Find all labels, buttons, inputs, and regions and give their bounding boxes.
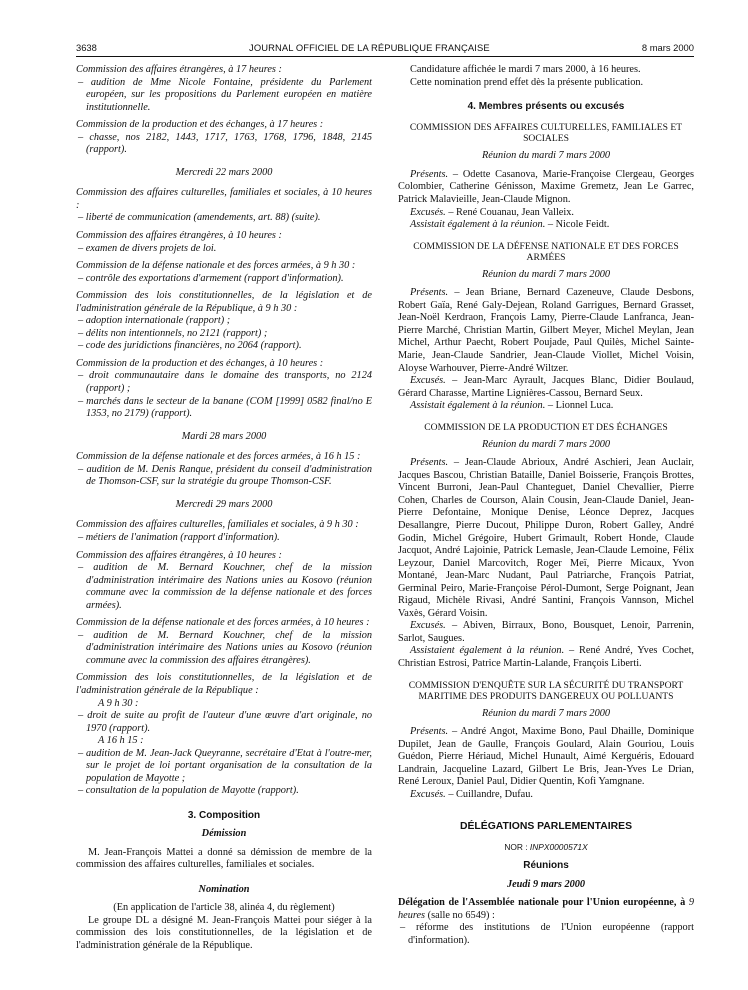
committee-name: COMMISSION DE LA PRODUCTION ET DES ÉCHANGES	[424, 421, 668, 433]
entry-item: – code des juridictions financières, no 2064 (rapport).	[78, 340, 302, 352]
reunion-date: Réunion du mardi 7 mars 2000	[481, 268, 611, 280]
excuses-list-label: Excusés.	[410, 375, 446, 387]
entry-item: – délits non intentionnels, no 2121 (rapport) ;	[78, 327, 268, 339]
assistait-list-names: Nicole Feidt.	[555, 219, 610, 231]
right-column	[398, 64, 694, 952]
reunion-date: Réunion du mardi 7 mars 2000	[481, 707, 611, 719]
entry-heading: Commission de la défense nationale et des forces armées, à 9 h 30 :	[76, 260, 356, 272]
entry-heading: Commission de la production et des échanges, à 10 heures :	[76, 357, 324, 369]
presents-list-names: Jean Briane, Bernard Cazeneuve, Claude Desbons, Robert Gaïa, René Galy-Dejean, Roland Garrigues, Bernard Grasset, Jean-Noël Kerdraon, François Lamy, Pierre-Claude Lanfranca, Jean-Pierre Marché, Christian Martin, Gilbert Meyer, Michel Meylan, Jean Michel, Arthur Paecht, Robert Poujade, Paul Quilès, Michel Sainte-Marie, Jean-Claude Sandrier, Jean-Claude Viollet, Michel Voisin, Aloyse Warhouver, Pierre-André Wiltzer.	[398, 287, 694, 374]
presents-list-label: Présents.	[410, 457, 449, 469]
presents-list-names: Jean-Claude Abrioux, André Aschieri, Jean Auclair, Jacques Bascou, Christian Bataille, Daniel Boisserie, François Brottes, Vincent Burroni, Jean-Paul Chanteguet, Daniel Chevallier, Pierre Cohen, Charles de Courson, Alain Cousin, Jean-Claude Daniel, Jean-Pierre Defontaine, Monique Denise, Léonce Deprez, Jacques Desallangre, Pierre Ducout, Philippe Duron, Robert Galley, André Godin, Michel Grégoire, Hubert Grimault, Robert Honde, Claude Jacquot, André Lajoinie, Patrick Lemasle, Jean-Claude Lemoine, Félix Leyzour, Daniel Marcovitch, Roger Meï, Pierre Micaux, Yvon Montané, Jean-Marc Nudant, Paul Patriarche, François Patriat, Germinal Peiro, Marie-Françoise Pérol-Dumont, Serge Poignant, Jean Rigaud, Michèle Rivasi, André Santini, François Vannson, Michel Vaxès, Gérard Voisin.	[398, 457, 694, 619]
delegation-heading	[398, 897, 694, 922]
agenda-block-4	[76, 519, 372, 667]
excuses-list-label: Excusés.	[410, 620, 446, 632]
issue-date: 8 mars 2000	[641, 42, 694, 53]
entry-heading: Commission des lois constitutionnelles, de la législation et de l'administration générale de la République, à 9 h 30 :	[76, 290, 372, 314]
agenda-block-3	[76, 451, 372, 489]
assistait-list-label: Assistait également à la réunion.	[410, 219, 546, 231]
agenda-entry	[76, 260, 372, 285]
reunions-title: Réunions	[523, 860, 569, 872]
entry-item: – audition de M. Denis Ranque, président du conseil d'administration de Thomson-CSF, sur la stratégie du groupe Thomson-CSF.	[78, 463, 372, 488]
delegation-name: Délégation de l'Assemblée nationale pour l'Union européenne, à	[398, 897, 686, 909]
excuses-list-names: René Couanau, Jean Valleix.	[456, 206, 574, 218]
agenda-entry	[76, 230, 372, 255]
reunion-date: Réunion du mardi 7 mars 2000	[481, 438, 611, 450]
committee-block	[398, 122, 694, 231]
nomination-effect: Cette nomination prend effet dès la présente publication.	[410, 76, 644, 88]
delegation-time: 9 heures	[398, 897, 694, 921]
left-column	[76, 64, 372, 952]
candidature-notice	[398, 64, 694, 77]
entry-item: – droit de suite au profit de l'auteur d'une œuvre d'art originale, no 1970 (rapport).	[78, 710, 372, 734]
entry-item: – chasse, nos 2182, 1443, 1717, 1763, 1768, 1796, 1848, 2145 (rapport).	[78, 131, 372, 156]
assistait-list: Assistait également à la réunion. – Lionnel Luca.	[410, 400, 614, 412]
committee-block	[398, 680, 694, 802]
candidature-text: Candidature affichée le mardi 7 mars 2000, à 16 heures.	[410, 64, 641, 75]
nor-reference	[398, 842, 694, 852]
reunion-date: Jeudi 9 mars 2000	[506, 878, 586, 890]
entry-item: – examen de divers projets de loi.	[78, 242, 217, 254]
assistait-list-label: Assistait également à la réunion.	[410, 400, 546, 412]
committee-list	[398, 122, 694, 801]
entry-item: – audition de M. Jean-Jack Queyranne, secrétaire d'Etat à l'outre-mer, sur le projet de loi portant organisation de la consultation de la population de Mayotte ;	[78, 747, 372, 784]
excuses-list-names: Jean-Marc Ayrault, Jacques Blanc, Didier Boulaud, Gérard Charasse, Martine Lignières-Cassou, Bernard Seux.	[398, 375, 694, 399]
agenda-entry	[76, 617, 372, 667]
entry-heading: Commission des affaires culturelles, familiales et sociales, à 9 h 30 :	[76, 519, 359, 531]
entry-item: – audition de M. Bernard Kouchner, chef de la mission d'administration intérimaire des Nations unies au Kosovo (réunion commune avec la commission de la défense nationale et des forces armées).	[78, 562, 372, 611]
committee-block	[398, 422, 694, 671]
nomination-reference: (En application de l'article 38, alinéa 4, du règlement)	[113, 902, 335, 914]
agenda-entry	[76, 64, 372, 114]
nor-value: INPX0000571X	[529, 842, 588, 853]
excuses-list-label: Excusés.	[410, 788, 446, 800]
presents-list-names: Odette Casanova, Marie-Françoise Clergeau, Georges Colombier, Catherine Génisson, Maxime Gremetz, Jean Le Garrec, Patrick Malavieille, Jean-Claude Mignon.	[398, 168, 694, 205]
subsection-demission: Démission	[201, 828, 247, 840]
agenda-entry	[76, 119, 372, 157]
entry-item: – consultation de la population de Mayotte (rapport).	[78, 785, 299, 797]
entry-heading: Commission de la production et des échanges, à 17 heures :	[76, 119, 324, 131]
nomination-text: Le groupe DL a désigné M. Jean-François Mattei pour siéger à la commission des lois constitutionnelles, de la législation et de l'administration générale de la République.	[76, 914, 372, 951]
entry-heading: Commission des affaires culturelles, familiales et sociales, à 10 heures :	[76, 187, 372, 211]
excuses-list-label: Excusés.	[410, 206, 446, 218]
presents-list-names: André Angot, Maxime Bono, Paul Dhaille, Dominique Dupilet, Jean de Gaulle, François Goulard, Alain Gouriou, Louis Guédon, Pierre Hériaud, Michel Hunault, Aimé Kerguéris, Edouard Landrain, Jacqueline Lazard, Gilbert Le Bris, Jean-Yves Le Drian, René Leroux, Daniel Paul, Didier Quentin, Kofi Yamgnane.	[398, 726, 694, 788]
agenda-entry	[76, 290, 372, 353]
entry-item: – liberté de communication (amendements, art. 88) (suite).	[78, 212, 321, 224]
assistait-list-label: Assistaient également à la réunion.	[410, 645, 565, 657]
excuses-list-names: Cuillandre, Dufau.	[456, 788, 533, 800]
agenda-date: Mercredi 22 mars 2000	[175, 166, 273, 178]
excuses-list: Excusés. – Abiven, Birraux, Bono, Bousquet, Lenoir, Parrenin, Sarlot, Saugues.	[398, 620, 695, 644]
presents-list: Présents. – Odette Casanova, Marie-Françoise Clergeau, Georges Colombier, Catherine Génisson, Maxime Gremetz, Jean Le Garrec, Patrick Malavieille, Jean-Claude Mignon.	[398, 168, 694, 205]
agenda-date: Mardi 28 mars 2000	[181, 430, 267, 442]
section-title-membres: 4. Membres présents ou excusés	[467, 101, 625, 113]
excuses-list-names: Abiven, Birraux, Bono, Bousquet, Lenoir, Parrenin, Sarlot, Saugues.	[398, 620, 695, 644]
entry-item: – adoption internationale (rapport) ;	[78, 315, 231, 327]
entry-time: A 16 h 15 :	[98, 735, 144, 747]
presents-list-label: Présents.	[410, 287, 449, 299]
nor-label: NOR :	[504, 842, 528, 853]
agenda-entry	[76, 358, 372, 421]
entry-heading: Commission des affaires étrangères, à 17 heures :	[76, 64, 282, 75]
journal-title: JOURNAL OFFICIEL DE LA RÉPUBLIQUE FRANÇAISE	[249, 42, 490, 53]
excuses-list: Excusés. – Cuillandre, Dufau.	[410, 788, 533, 800]
assistait-list-names: Lionnel Luca.	[555, 400, 614, 412]
entry-heading: Commission de la défense nationale et des forces armées, à 10 heures :	[76, 617, 370, 629]
presents-list: Présents. – Jean Briane, Bernard Cazeneuve, Claude Desbons, Robert Gaïa, René Galy-Dejean, Roland Garrigues, Bernard Grasset, Jean-Noël Kerdraon, François Lamy, Pierre-Claude Lanfranca, Jean-Pierre Marché, Christian Martin, Gilbert Meyer, Michel Meylan, Jean Michel, Arthur Paecht, Robert Poujade, Paul Quilès, Michel Sainte-Marie, Jean-Claude Sandrier, Jean-Claude Viollet, Michel Voisin, Aloyse Warhouver, Pierre-André Wiltzer.	[398, 287, 694, 374]
agenda-entry	[76, 519, 372, 544]
reunion-date: Réunion du mardi 7 mars 2000	[481, 150, 611, 162]
entry-item: – droit communautaire dans le domaine des transports, no 2124 (rapport) ;	[78, 370, 372, 395]
page-number: 3638	[76, 42, 97, 53]
page-header	[76, 42, 694, 57]
agenda-block-2	[76, 187, 372, 420]
agenda-entry	[76, 451, 372, 489]
delegation-item: – réforme des institutions de l'Union européenne (rapport d'information).	[400, 922, 694, 946]
entry-heading: Commission de la défense nationale et des forces armées, à 16 h 15 :	[76, 451, 361, 463]
presents-list-label: Présents.	[410, 726, 449, 738]
agenda-entry-lois	[76, 672, 372, 797]
excuses-list: Excusés. – René Couanau, Jean Valleix.	[410, 206, 574, 218]
delegations-title: DÉLÉGATIONS PARLEMENTAIRES	[459, 821, 633, 833]
section-title-composition: 3. Composition	[187, 809, 261, 821]
entry-time: A 9 h 30 :	[98, 697, 139, 709]
entry-item: – métiers de l'animation (rapport d'information).	[78, 531, 280, 543]
entry-item: – audition de M. Bernard Kouchner, chef de la mission d'administration intérimaire des Nations unies au Kosovo (réunion commune avec la commission des affaires étrangères).	[78, 629, 372, 666]
presents-list-label: Présents.	[410, 168, 449, 180]
committee-name: COMMISSION DES AFFAIRES CULTURELLES, FAMILIALES ET SOCIALES	[409, 122, 683, 145]
entry-heading: Commission des lois constitutionnelles, de la législation et de l'administration générale de la République :	[76, 672, 372, 696]
agenda-entry	[76, 550, 372, 613]
presents-list: Présents. – André Angot, Maxime Bono, Paul Dhaille, Dominique Dupilet, Jean de Gaulle, François Goulard, Alain Gouriou, Louis Guédon, Pierre Hériaud, Michel Hunault, Aimé Kerguéris, Edouard Landrain, Jacqueline Lazard, Gilbert Le Bris, Jean-Yves Le Drian, René Leroux, Daniel Paul, Didier Quentin, Kofi Yamgnane.	[398, 726, 694, 788]
agenda-entry	[76, 187, 372, 225]
agenda-date: Mercredi 29 mars 2000	[175, 498, 273, 510]
presents-list: Présents. – Jean-Claude Abrioux, André Aschieri, Jean Auclair, Jacques Bascou, Christian Bataille, Daniel Boisserie, François Brottes, Vincent Burroni, Jean-Paul Chanteguet, Daniel Chevallier, Pierre Cohen, Charles de Courson, Alain Cousin, Jean-Claude Daniel, Jean-Pierre Defontaine, Monique Denise, Léonce Deprez, Jacques Desallangre, Pierre Ducout, Philippe Duron, Robert Galley, André Godin, Michel Grégoire, Hubert Grimault, Robert Honde, Claude Jacquot, André Lajoinie, Patrick Lemasle, Jean-Claude Lemoine, Félix Leyzour, Daniel Marcovitch, Roger Meï, Pierre Micaux, Yvon Montané, Jean-Marc Nudant, Paul Patriarche, François Patriat, Germinal Peiro, Marie-Françoise Pérol-Dumont, Serge Poignant, Jean Rigaud, Michèle Rivasi, André Santini, François Vannson, Michel Vaxès, Gérard Voisin.	[398, 457, 694, 619]
entry-item: – contrôle des exportations d'armement (rapport d'information).	[78, 272, 344, 284]
entry-heading: Commission des affaires étrangères, à 10 heures :	[76, 549, 282, 561]
entry-item: – audition de Mme Nicole Fontaine, présidente du Parlement européen, sur les propositions du Parlement européen en matière institutionnelle.	[78, 76, 372, 113]
assistait-list-names: René André, Yves Cochet, Christian Estrosi, Patrice Martin-Lalande, François Liberti.	[398, 645, 695, 670]
subsection-nomination: Nomination	[198, 883, 250, 895]
entry-heading: Commission des affaires étrangères, à 10 heures :	[76, 230, 282, 242]
assistait-list: Assistait également à la réunion. – Nicole Feidt.	[410, 219, 610, 231]
committee-name: COMMISSION D'ENQUÊTE SUR LA SÉCURITÉ DU TRANSPORT MARITIME DES PRODUITS DANGEREUX OU POLLUANTS	[408, 679, 684, 702]
excuses-list: Excusés. – Jean-Marc Ayrault, Jacques Blanc, Didier Boulaud, Gérard Charasse, Martine Lignières-Cassou, Bernard Seux.	[398, 375, 694, 399]
entry-item: – marchés dans le secteur de la banane (COM [1999] 0582 final/no E 1353, no 2179) (rapport).	[78, 395, 372, 420]
assistait-list: Assistaient également à la réunion. – René André, Yves Cochet, Christian Estrosi, Patrice Martin-Lalande, François Liberti.	[398, 645, 695, 670]
agenda-block-1	[76, 64, 372, 157]
demission-text: M. Jean-François Mattei a donné sa démission de membre de la commission des affaires culturelles, familiales et sociales.	[76, 846, 372, 871]
committee-name: COMMISSION DE LA DÉFENSE NATIONALE ET DES FORCES ARMÉES	[413, 240, 679, 263]
committee-block	[398, 241, 694, 413]
delegation-room: (salle no 6549) :	[427, 909, 495, 921]
